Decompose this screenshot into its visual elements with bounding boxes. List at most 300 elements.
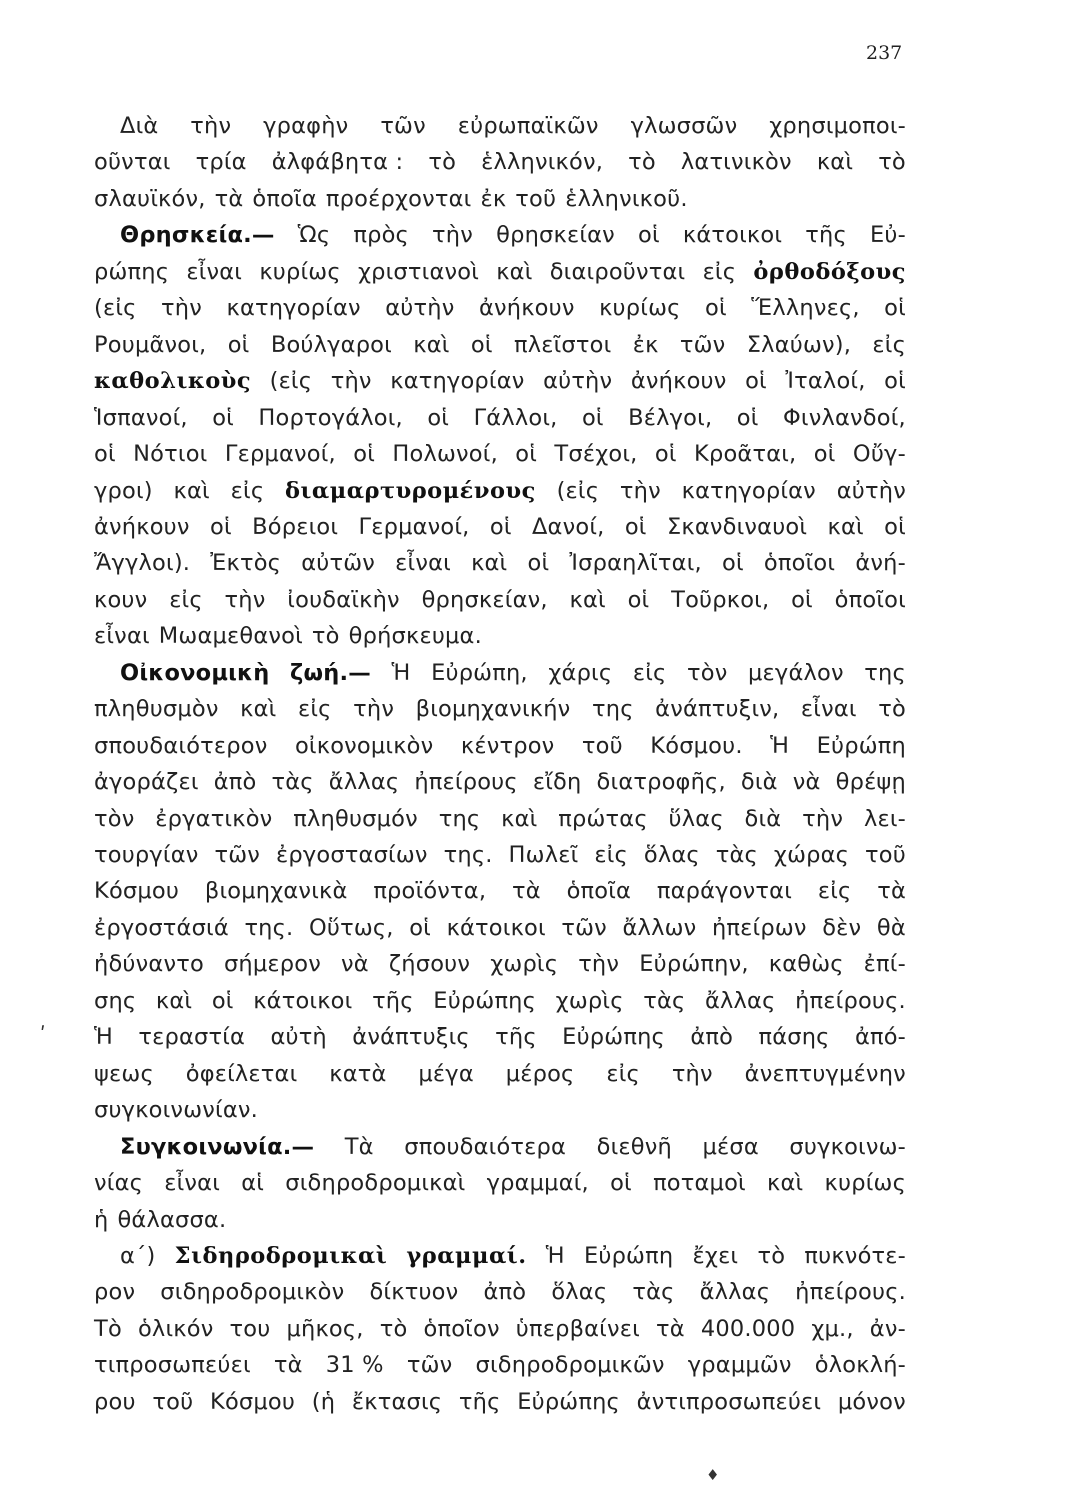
text-line [94, 403, 906, 433]
word: Εὐρώπης [433, 987, 537, 1014]
word: γραμμαί, [486, 1170, 589, 1197]
text-line [120, 1241, 906, 1271]
word: οἱ [212, 404, 234, 431]
word: τὴν [353, 696, 395, 723]
word: οἰκονομικὸν [294, 732, 434, 759]
text-line [94, 694, 906, 724]
word: κυρίως [259, 258, 341, 285]
word: τῆς [372, 987, 414, 1014]
word: κάτοικοι [682, 222, 783, 249]
word: διατροφῆς, [596, 769, 726, 796]
word: ζήσουν [388, 951, 471, 978]
word: τῶν [380, 113, 426, 139]
word: δίκτυον [369, 1279, 459, 1306]
text-line [94, 986, 906, 1016]
word: ἄλλας [699, 1279, 771, 1306]
word: τῶν [214, 842, 261, 868]
word: ἄλλων [622, 914, 697, 941]
text-line [120, 111, 906, 141]
word: αὐτὴν [836, 477, 906, 504]
word: οἱ [624, 513, 647, 540]
text-line [94, 1350, 906, 1380]
word: οἱ [884, 513, 906, 540]
word: τὴν [161, 295, 203, 322]
word: ὑπερβαίνει [515, 1315, 640, 1342]
word: σλαυϊκόν, [94, 185, 206, 212]
word: οἱ [705, 295, 727, 322]
word: Σιδηροδρομικαὶ [174, 1242, 388, 1269]
word: γραμμῶν [687, 1352, 792, 1379]
word: μῆκος, [286, 1315, 364, 1342]
word: Εὐρώπην, [639, 951, 749, 978]
word: αὐτὴν [385, 295, 455, 322]
word: καθὼς [768, 951, 844, 978]
word: λει- [863, 805, 906, 832]
word: κατὰ [329, 1060, 387, 1087]
word: ἔκτασις [351, 1388, 443, 1415]
word: Τὸ [94, 1315, 122, 1342]
word: Θρησκεία.— [120, 222, 275, 249]
word: χώρας [773, 842, 850, 868]
word: Τοῦρκοι, [671, 586, 770, 613]
word: ὕλας [668, 805, 724, 832]
word: ἠπείρους [414, 769, 518, 796]
word: οἱ [791, 586, 813, 613]
word: Σλαύων), [746, 331, 852, 358]
word: εἰς [169, 586, 203, 613]
word: πλεῖστοι [514, 331, 612, 358]
word: τὸ [878, 149, 906, 176]
word: καὶ [816, 149, 854, 176]
word: Οἰκονομικὴ [120, 659, 270, 686]
word: ἡ [94, 1206, 109, 1233]
word: (εἰς [94, 295, 137, 322]
word: χμ., [811, 1315, 854, 1342]
word: Ἱσπανοί, [94, 404, 188, 431]
text-line [94, 621, 906, 651]
word: οἱ [745, 368, 767, 395]
word: οἱ [813, 441, 836, 468]
word: ἐργοστάσιά [94, 914, 229, 941]
word: σπουδαιότερα [404, 1133, 567, 1160]
word: τὴν [190, 113, 232, 139]
text-line [94, 913, 906, 943]
word: ὁποῖα [252, 185, 317, 212]
word: Διὰ [120, 113, 159, 139]
text-line [94, 1314, 906, 1344]
word: προϊόντα, [373, 878, 487, 905]
word: Οὕτως, [308, 914, 394, 941]
word: τὸν [94, 805, 135, 832]
text-line [94, 1059, 906, 1089]
word: εἶναι [186, 258, 243, 285]
word: Οὔγ- [852, 441, 906, 468]
word: οἱ [884, 368, 906, 395]
text-line [94, 840, 906, 870]
word: τὰς [715, 842, 758, 868]
word: τὰ [214, 185, 244, 212]
word: σιδηροδρομικαὶ [285, 1170, 466, 1197]
word: τῆς [495, 1024, 537, 1051]
word: ἀνή- [855, 550, 906, 577]
word: θρέψῃ [835, 769, 906, 796]
word: διεθνῆ [596, 1133, 672, 1160]
text-line [94, 184, 906, 214]
word: θρήσκευμα. [348, 623, 482, 650]
word: γλωσσῶν [630, 113, 738, 139]
text-line [94, 1387, 906, 1417]
word: Πορτογάλοι, [258, 404, 403, 431]
word: εἰς [298, 696, 332, 723]
word: ἀν- [869, 1315, 906, 1342]
word: Κόσμου [209, 1388, 296, 1415]
word: ἀπὸ [483, 1279, 527, 1306]
word: οἱ [211, 987, 234, 1014]
word: ρώπης [94, 258, 170, 285]
text-line [94, 366, 906, 396]
word: ὅλας [551, 1279, 608, 1306]
word: τουργίαν [94, 842, 199, 868]
word: τὰς [632, 1279, 675, 1306]
word: τὸ [428, 149, 457, 176]
word: της [864, 659, 906, 686]
word: δὲν [822, 914, 862, 941]
text-line [120, 658, 906, 688]
word: οἱ [210, 513, 232, 540]
word: εἰς [230, 477, 265, 504]
word: της [592, 696, 634, 723]
page-number: 237 [866, 42, 903, 64]
word: οἱ [470, 331, 493, 358]
text-line [94, 330, 906, 360]
word: καὶ [471, 550, 508, 577]
word: διὰ [740, 769, 778, 796]
word: Ἕλληνες, [751, 295, 860, 322]
word: βιομηχανικήν [415, 696, 571, 723]
word: ὁποῖοι [763, 550, 836, 577]
word: γραμμαί. [406, 1242, 527, 1269]
word: της [438, 805, 481, 832]
word: καὶ [767, 1170, 804, 1197]
word: Τὰ [344, 1133, 374, 1160]
word: τοῦ [515, 185, 557, 212]
word: καὶ [496, 258, 533, 285]
word: ἄλλας [328, 769, 400, 796]
word: Βόρειοι [252, 513, 339, 540]
word: Κόσμου [94, 878, 180, 905]
text-line [94, 293, 906, 323]
word: ἀπό- [854, 1024, 906, 1051]
word: τῶν [679, 331, 726, 358]
word: Εὐρώπης [517, 1388, 620, 1415]
word: ἠπείρων [711, 914, 807, 941]
word: Τσέχοι, [554, 441, 638, 468]
word: οἱ [489, 513, 512, 540]
word: Πολωνοί, [392, 441, 498, 468]
word: εἴδη [532, 769, 582, 796]
word: σης [94, 987, 137, 1014]
word: νὰ [792, 769, 821, 796]
word: ὁποῖα [566, 878, 632, 905]
word: ἐκ [480, 185, 507, 212]
word: μέρος [505, 1060, 575, 1087]
word: (εἰς [269, 368, 313, 395]
word: καὶ [240, 696, 277, 723]
text-line [94, 1205, 906, 1235]
text-line [94, 512, 906, 542]
text-line [94, 147, 906, 177]
word: τὴν [802, 805, 844, 832]
word: οἱ [581, 404, 604, 431]
word: αὐτὴ [270, 1024, 327, 1051]
text-line [94, 257, 906, 287]
word: σήμερον [223, 951, 321, 978]
word: τῶν [561, 914, 607, 941]
word: χρησιμοποι- [769, 113, 906, 139]
word: τὸ [628, 149, 656, 176]
word: τοῦ [865, 842, 906, 868]
word: Γερμανοί, [358, 513, 470, 540]
word: τὴν [578, 951, 620, 978]
word: εἶναι [164, 1170, 221, 1197]
word: τὴν [432, 222, 474, 249]
word: ἄλλας [704, 987, 776, 1014]
word: καὶ [413, 331, 450, 358]
word: οῦνται [94, 149, 171, 176]
word: κέντρον [460, 732, 555, 759]
word: εὐρωπαϊκῶν [457, 113, 599, 139]
word: Κροᾶται, [694, 441, 797, 468]
word: ἠπείρους. [795, 987, 906, 1014]
word: διαμαρτυρομένους [285, 477, 536, 504]
word: Ἄγγλοι). [94, 550, 191, 577]
word: ἐργατικὸν [155, 805, 273, 832]
word: ψεως [94, 1060, 154, 1087]
word: οἱ [94, 441, 116, 468]
word: τὰ [877, 878, 906, 905]
word: εἰς [872, 331, 906, 358]
word: γραφὴν [263, 113, 349, 139]
word: (ἡ [311, 1388, 336, 1415]
word: (εἰς [556, 477, 600, 504]
word: Σκανδιναυοὶ [666, 513, 808, 540]
word: ἀνάπτυξις [352, 1024, 470, 1051]
word: κυρίως [599, 295, 681, 322]
word: Ἡ [94, 1024, 113, 1051]
word: ἀπὸ [213, 769, 257, 796]
word: τὴν [671, 1060, 713, 1087]
text-line [94, 1277, 906, 1307]
word: της. [443, 842, 493, 868]
word: οἱ [638, 222, 660, 249]
word: Νότιοι [133, 441, 208, 468]
word: ἀντιπροσωπεύει [636, 1388, 822, 1415]
footer-mark: ♦ [706, 1466, 720, 1484]
word: ἐργοστασίων [276, 842, 428, 868]
word: τῆς [458, 1388, 501, 1415]
word: κάτοικοι [253, 987, 353, 1014]
margin-mark: ʹ [40, 1022, 46, 1046]
word: οἱ [227, 331, 250, 358]
word: οἱ [353, 441, 376, 468]
word: εἰς [702, 258, 737, 285]
word: τὰ [511, 878, 541, 905]
word: ὁποῖοι [834, 586, 906, 613]
word: Βούλγαροι [270, 331, 392, 358]
word: συγκοινω- [789, 1133, 906, 1160]
word: θάλασσα. [117, 1206, 227, 1233]
word: ποταμοὶ [653, 1170, 746, 1197]
word: εἰς [632, 659, 667, 686]
word: τὸν [687, 659, 728, 686]
word: ρον [94, 1279, 136, 1306]
word: Εὐρώπη [583, 1242, 674, 1269]
word: τοῦ [152, 1388, 194, 1415]
word: σπουδαιότερον [94, 732, 268, 759]
word: Εὐ- [869, 222, 906, 249]
word: ἀγοράζει [94, 769, 199, 796]
word: Ἡ [770, 732, 790, 759]
word: ἠδύναντο [94, 951, 204, 978]
word: ὁλικόν [137, 1315, 214, 1342]
word: Γάλλοι, [473, 404, 558, 431]
word: ἀνάπτυξιν, [655, 696, 780, 723]
word: τοῦ [581, 732, 623, 759]
word: εἶναι [94, 623, 150, 650]
word: βιομηχανικὰ [204, 878, 348, 905]
word: οἱ [722, 550, 744, 577]
word: πληθυσμὸν [94, 696, 219, 723]
word: τὴν [330, 368, 372, 395]
word: πληθυσμόν [293, 805, 418, 832]
word: πυκνότε- [804, 1242, 906, 1269]
word: ὀφείλεται [185, 1060, 298, 1087]
word: ὁλοκλή- [814, 1352, 906, 1379]
word: ἑλληνικοῦ. [565, 185, 688, 212]
word: τιπροσωπεύει [94, 1352, 251, 1379]
word: οἱ [654, 441, 677, 468]
word: τῆς [805, 222, 847, 249]
word: ρου [94, 1388, 136, 1415]
word: 400.000 [700, 1315, 796, 1342]
word: Βέλγοι, [628, 404, 713, 431]
text-line [94, 949, 906, 979]
word: ἀνήκουν [94, 513, 190, 540]
word: οἱ [409, 914, 431, 941]
word: ὁποῖον [423, 1315, 500, 1342]
word: Ἰταλοί, [785, 368, 866, 395]
word: ἀνήκουν [478, 295, 575, 322]
text-line [94, 439, 906, 469]
word: ἑλληνικόν, [481, 149, 604, 176]
word: Εὐρώπη [816, 732, 906, 759]
word: Ἰσραηλῖται, [569, 550, 702, 577]
word: διὰ [744, 805, 782, 832]
word: χριστιανοὶ [357, 258, 480, 285]
word: Ἡ [391, 659, 411, 686]
text-line [94, 731, 906, 761]
word: κατηγορίαν [681, 477, 816, 504]
word: τὴν [224, 586, 266, 613]
word: σιδηροδρομικῶν [475, 1352, 665, 1379]
word: χάρις [548, 659, 613, 686]
word: ἐπί- [863, 951, 906, 978]
word: οἱ [610, 1170, 632, 1197]
word: ἔχει [692, 1242, 739, 1269]
word: θρησκείαν, [421, 586, 548, 613]
text-line [94, 476, 906, 506]
word: οἱ [627, 586, 650, 613]
word: καὶ [173, 477, 210, 504]
text-line [94, 548, 906, 578]
word: Εὐρώπης [562, 1024, 665, 1051]
word: μέσα [702, 1133, 759, 1160]
word: ἠπείρους. [795, 1279, 906, 1306]
word: θρησκείαν [496, 222, 615, 249]
text-line [120, 220, 906, 250]
word: της. [244, 914, 294, 941]
word: τὸ [379, 1315, 408, 1342]
word: προέρχονται [325, 185, 472, 212]
word: του [229, 1315, 271, 1342]
word: ἀπὸ [690, 1024, 734, 1051]
word: Ρουμᾶνοι, [94, 331, 207, 358]
word: μέγα [418, 1060, 474, 1087]
word: ἀλφάβητα : [271, 149, 404, 176]
word: ἐκ [632, 331, 659, 358]
word: Φινλανδοί, [782, 404, 906, 431]
word: πρώτας [558, 805, 648, 832]
word: Γερμανοί, [224, 441, 336, 468]
word: οἱ [736, 404, 759, 431]
word: οἱ [427, 404, 450, 431]
text-line [94, 767, 906, 797]
word: τῶν [406, 1352, 453, 1379]
word: ζωή.— [290, 659, 371, 686]
text-line [120, 1132, 906, 1162]
word: θὰ [876, 914, 906, 941]
word: μόνον [837, 1388, 906, 1415]
word: πρὸς [353, 222, 409, 249]
text-line [94, 876, 906, 906]
word: εἰς [606, 1060, 640, 1087]
word: μεγάλον [748, 659, 844, 686]
word: Πωλεῖ [508, 842, 579, 868]
word: κυρίως [824, 1170, 906, 1197]
word: α΄) [120, 1242, 156, 1269]
word: τρία [195, 149, 247, 176]
text-line [94, 804, 906, 834]
word: καθολικοὺς [94, 368, 252, 395]
word: Εὐρώπη, [431, 659, 528, 686]
word: καὶ [501, 805, 538, 832]
word: Συγκοινωνία.— [120, 1133, 315, 1160]
word: γροι) [94, 477, 153, 504]
word: σιδηροδρομικὸν [160, 1279, 345, 1306]
word: αὐτῶν [301, 550, 376, 577]
text-line [94, 1022, 906, 1052]
word: τὰ [273, 1352, 303, 1379]
text-line [94, 1095, 906, 1125]
word: παράγονται [656, 878, 793, 905]
word: κατηγορίαν [390, 368, 525, 395]
word: οἱ [515, 441, 538, 468]
word: Ὡς [297, 222, 331, 249]
word: ἰουδαϊκὴν [287, 586, 400, 613]
word: λατινικὸν [680, 149, 792, 176]
word: τὸ [757, 1242, 786, 1269]
word: συγκοινωνίαν. [94, 1097, 258, 1124]
